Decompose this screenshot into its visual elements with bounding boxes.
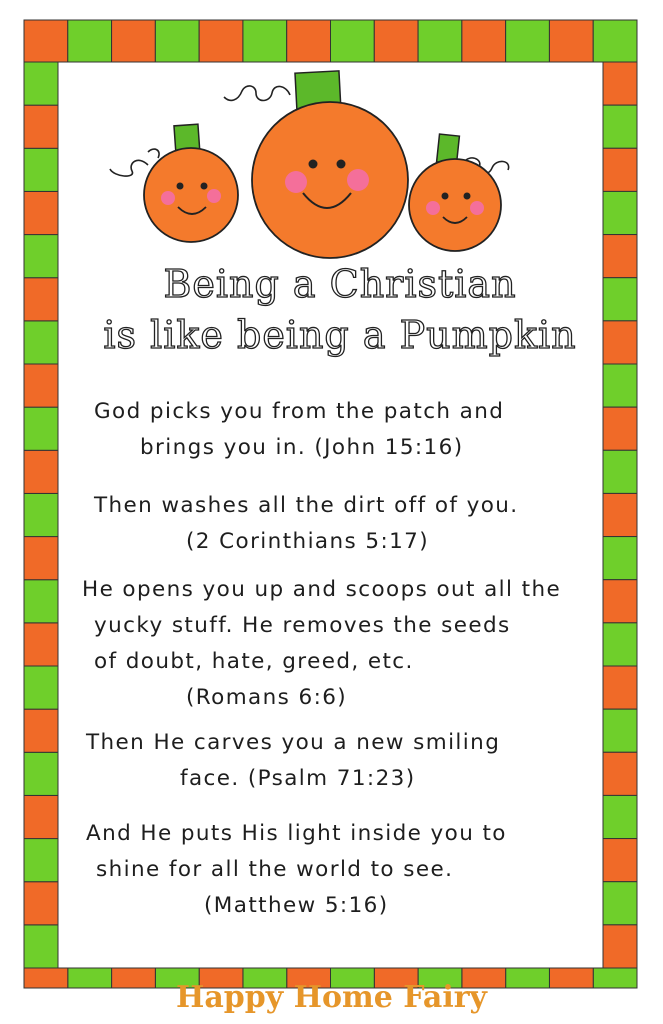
- verse-3: [60, 572, 620, 716]
- verse-3-line-4: (Romans 6:6): [186, 685, 348, 710]
- verse-3-line-1: He opens you up and scoops out all the: [82, 577, 562, 602]
- verse-2-line-2: (2 Corinthians 5:17): [186, 529, 430, 554]
- title-line-2: is like being a Pumpkin: [103, 313, 577, 357]
- verse-4-line-1: Then He carves you a new smiling: [86, 730, 501, 755]
- verse-5-line-3: (Matthew 5:16): [204, 893, 389, 918]
- verse-1: [60, 394, 620, 466]
- verse-4-line-2: face. (Psalm 71:23): [180, 766, 416, 791]
- title-line-1: Being a Christian: [163, 262, 517, 306]
- pumpkins-illustration: [0, 0, 663, 260]
- verse-5-line-2: shine for all the world to see.: [96, 857, 454, 882]
- footer-brand: Happy Home Fairy: [176, 980, 487, 1015]
- large-pumpkin-icon: [224, 71, 408, 258]
- verse-3-line-2: yucky stuff. He removes the seeds: [94, 613, 511, 638]
- small-pumpkin-left-icon: [110, 124, 238, 242]
- verse-1-line-1: God picks you from the patch and: [94, 399, 505, 424]
- verse-5-line-1: And He puts His light inside you to: [86, 821, 507, 846]
- small-pumpkin-right-icon: [409, 134, 509, 251]
- verse-1-line-2: brings you in. (John 15:16): [140, 435, 464, 460]
- verse-5: [60, 816, 620, 924]
- verse-2-line-1: Then washes all the dirt off of you.: [94, 493, 519, 518]
- verse-2: [60, 488, 620, 560]
- verse-4: [60, 725, 620, 797]
- verse-3-line-3: of doubt, hate, greed, etc.: [94, 649, 414, 674]
